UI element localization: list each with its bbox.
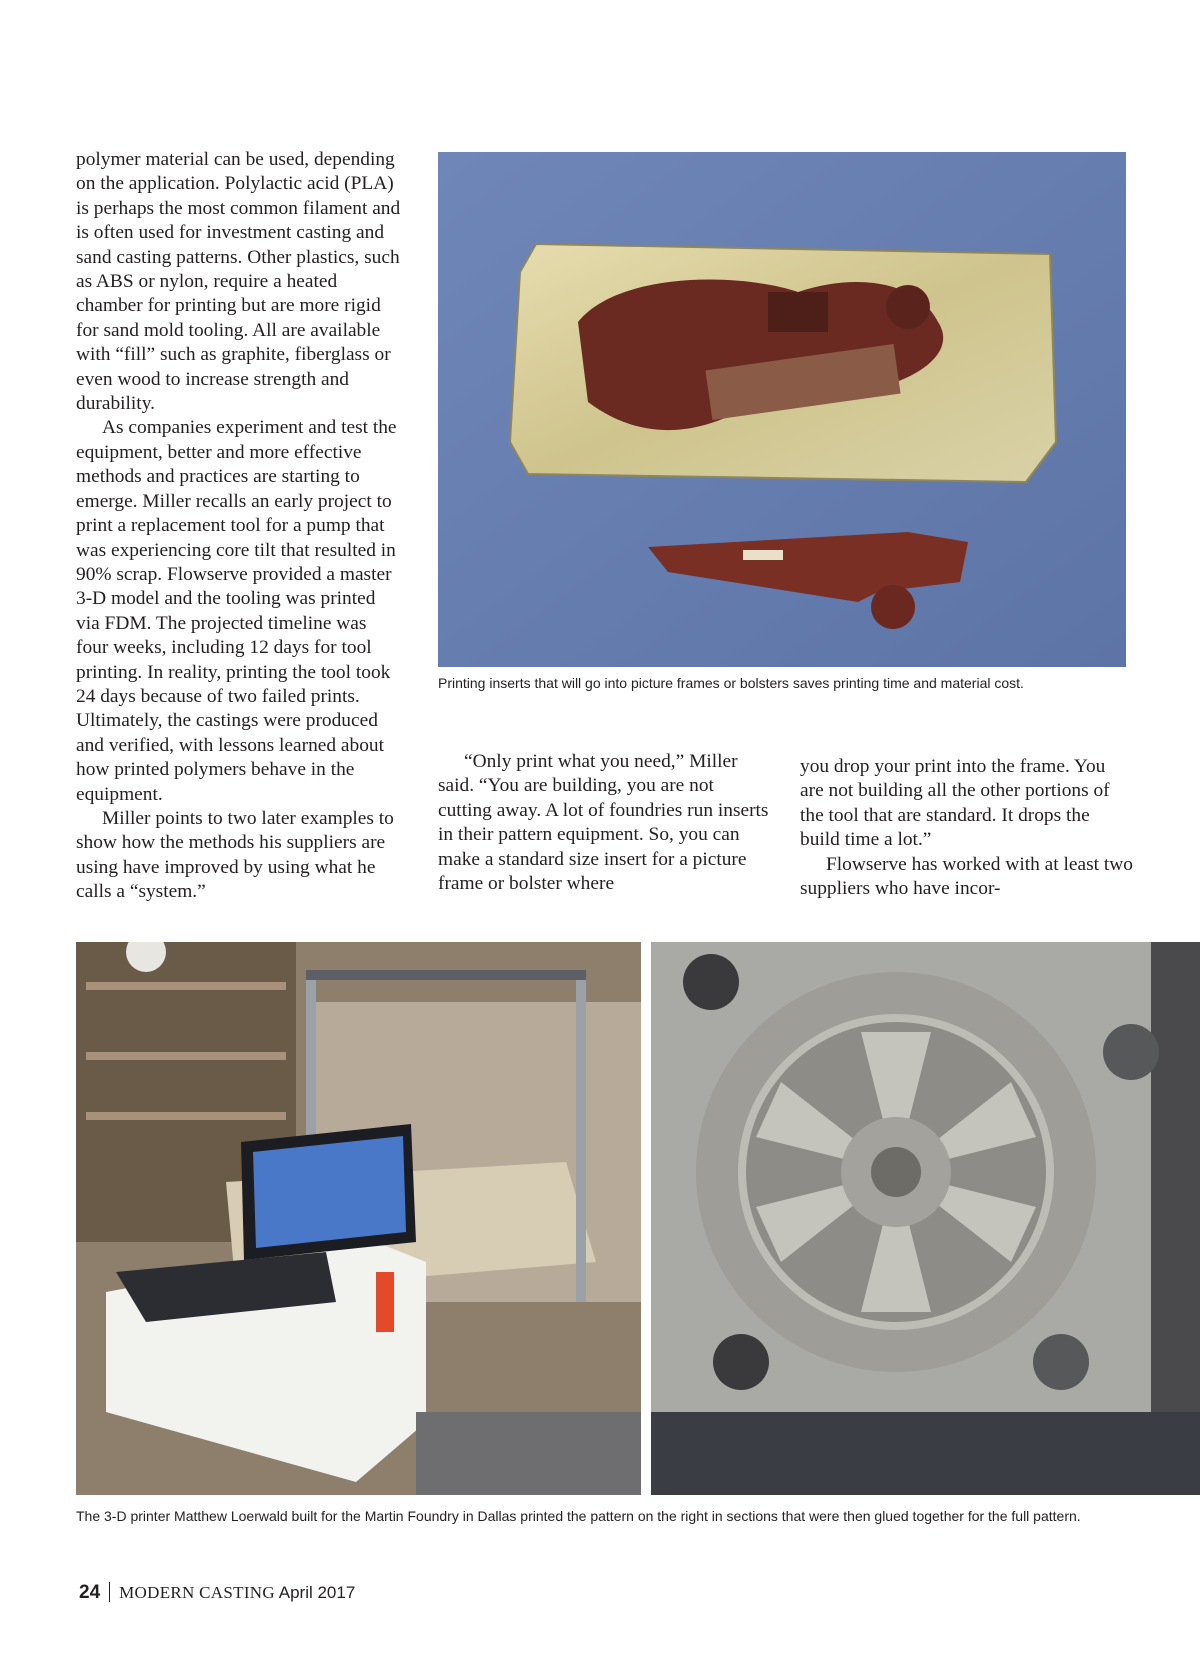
page-number: 24	[79, 1582, 101, 1603]
paragraph: Miller points to two later examples to show how the methods his suppliers are using have improved by using what he calls a “system.”	[76, 807, 394, 903]
footer-divider	[109, 1582, 110, 1602]
photo-3d-printer	[76, 942, 641, 1495]
paragraph: “Only print what you need,” Miller said. “You are building, you are not cutting away. A lot of foundries run inserts in their pattern equipment. So, you can make a standard size insert for a picture frame or bolster where	[438, 751, 769, 895]
photo-mold-plate-insert	[438, 152, 1126, 667]
paragraph: As companies experiment and test the equipment, better and more effective methods and practices are starting to emerge. Miller recalls an early project to print a replacement tool for a pump that was experiencing core tilt that resulted in 90% scrap. Flowserve provided a master 3-D model and the tooling was printed via FDM. The projected timeline was four weeks, including 12 days for tool printing. In reality, printing the tool took 24 days because of two failed prints. Ultimately, the castings were produced and verified, with lessons learned about how printed polymers behave in the equipment.	[76, 417, 397, 805]
photo-printed-pattern	[651, 942, 1200, 1495]
magazine-title: MODERN CASTING	[119, 1583, 275, 1602]
issue-date: April 2017	[278, 1583, 356, 1602]
article-column-left	[76, 148, 402, 905]
article-column-right	[800, 755, 1133, 901]
page-footer	[79, 1580, 355, 1606]
article-column-middle	[438, 750, 771, 896]
photo-caption: Printing inserts that will go into picture frames or bolsters saves printing time and material cost.	[438, 675, 1024, 691]
photo-caption: The 3-D printer Matthew Loerwald built for the Martin Foundry in Dallas printed the pattern on the right in sections that were then glued together for the full pattern.	[76, 1508, 1081, 1524]
paragraph: Flowserve has worked with at least two suppliers who have incor-	[800, 853, 1133, 900]
paragraph: polymer material can be used, depending on the application. Polylactic acid (PLA) is perhaps the most common filament and is often used for investment casting and sand casting patterns. Other plastics, such as ABS or nylon, require a heated chamber for printing but are more rigid for sand mold tooling. All are available with “fill” such as graphite, fiberglass or even wood to increase strength and durability.	[76, 149, 401, 415]
paragraph: you drop your print into the frame. You are not building all the other portions of the tool that are standard. It drops the build time a lot.”	[800, 756, 1110, 851]
